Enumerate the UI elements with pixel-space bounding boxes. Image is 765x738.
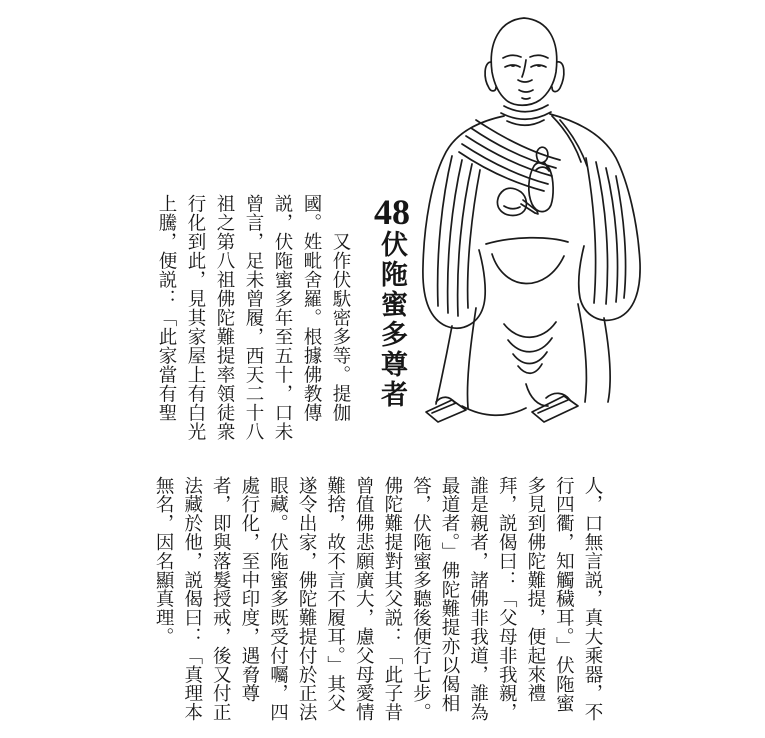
body-line: 誰是親者，諸佛非我道，誰為 <box>467 476 488 722</box>
body-line: 者，即與落髮授戒，後又付正 <box>210 476 231 722</box>
main-text-block <box>146 476 606 732</box>
body-line: 行四衢，知觸穢耳。」伏陁蜜 <box>553 476 574 713</box>
intro-line: 上騰，便説：「此家當有聖 <box>156 194 176 422</box>
monk-illustration <box>418 8 666 448</box>
body-line: 難捨，故不言不履耳。」其父 <box>324 476 345 713</box>
intro-line: 祖之第八祖佛陀難提率領徒衆 <box>214 194 234 441</box>
body-line: 多見到佛陀難提，便起來禮 <box>524 476 545 703</box>
body-line: 最道者。」佛陀難提亦以偈相 <box>439 476 460 713</box>
intro-line: 行化到此，見其家屋上有白光 <box>185 194 205 441</box>
body-line: 佛陀難提對其父説：「此子昔 <box>381 476 402 722</box>
chapter-number: 48 <box>374 194 410 230</box>
chapter-title <box>360 194 424 444</box>
intro-text-block <box>142 194 424 444</box>
intro-line: 又作伏馱密多等。提伽 <box>330 232 350 422</box>
monk-head <box>485 18 564 125</box>
monk-feet <box>426 384 578 422</box>
body-line: 曾值佛悲願廣大，慮父母愛情 <box>353 476 374 722</box>
body-line: 人，口無言説，真大乘器，不 <box>582 476 602 722</box>
intro-line: 説，伏陁蜜多年至五十，口未 <box>272 194 292 441</box>
body-line: 處行化，至中印度，遇脅尊 <box>238 476 259 703</box>
body-line: 法藏於他，説偈曰：「真理本 <box>181 476 202 722</box>
intro-line: 國。姓毗舍羅。根據佛教傳 <box>301 194 321 422</box>
intro-line: 曾言，足未曾履，西天二十八 <box>243 194 263 441</box>
body-line: 答，伏陁蜜多聽後便行七步。 <box>410 476 431 722</box>
body-line: 拜，説偈曰：「父母非我親， <box>496 476 517 722</box>
monk-robe <box>423 114 640 415</box>
body-line: 無名，因名顯真理。 <box>153 476 174 647</box>
body-line: 眼藏。伏陁蜜多既受付囑，四 <box>267 476 288 722</box>
body-line: 遂令出家，佛陀難提付於正法 <box>296 476 317 722</box>
chapter-title-text: 伏陁蜜多尊者 <box>377 230 407 410</box>
